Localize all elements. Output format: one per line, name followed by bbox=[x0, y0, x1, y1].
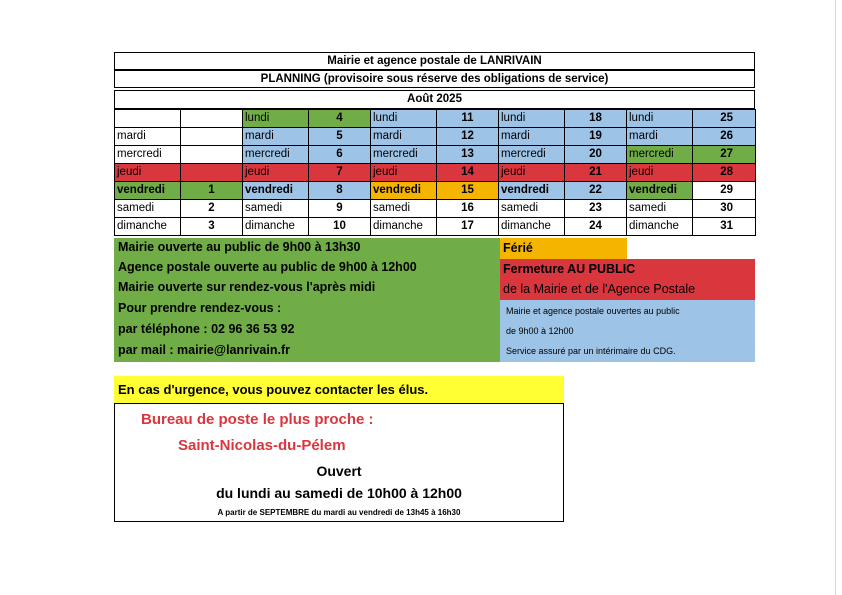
calendar-day-cell: mardi bbox=[627, 128, 693, 146]
calendar-day-cell: vendredi bbox=[371, 182, 437, 200]
calendar-date-cell: 20 bbox=[565, 146, 627, 164]
calendar-date-cell: 5 bbox=[309, 128, 371, 146]
calendar-day-cell: mardi bbox=[243, 128, 309, 146]
calendar-day-cell: samedi bbox=[243, 200, 309, 218]
calendar-day-cell: mardi bbox=[499, 128, 565, 146]
post-office-note: A partir de SEPTEMBRE du mardi au vendredi de 13h45 à 16h30 bbox=[217, 508, 461, 517]
calendar-day-cell: dimanche bbox=[499, 218, 565, 236]
calendar-date-cell: 13 bbox=[437, 146, 499, 164]
calendar-date-cell: 16 bbox=[437, 200, 499, 218]
calendar-row bbox=[115, 110, 756, 128]
calendar-day-cell: mercredi bbox=[371, 146, 437, 164]
legend-red-line-2: de la Mairie et de l'Agence Postale bbox=[503, 282, 696, 296]
calendar-date-cell: 19 bbox=[565, 128, 627, 146]
calendar-day-cell: lundi bbox=[243, 110, 309, 128]
calendar-day-cell: vendredi bbox=[499, 182, 565, 200]
legend-green-box bbox=[114, 238, 501, 362]
calendar-date-cell: 4 bbox=[309, 110, 371, 128]
calendar-day-cell bbox=[115, 110, 181, 128]
post-office-city: Saint-Nicolas-du-Pélem bbox=[178, 437, 346, 454]
page-edge-line bbox=[835, 0, 836, 595]
calendar-row bbox=[115, 146, 756, 164]
calendar-date-cell: 23 bbox=[565, 200, 627, 218]
calendar-day-cell: jeudi bbox=[627, 164, 693, 182]
calendar-date-cell: 21 bbox=[565, 164, 627, 182]
urgence-text: En cas d'urgence, vous pouvez contacter les élus. bbox=[118, 382, 429, 397]
calendar-day-cell: dimanche bbox=[371, 218, 437, 236]
calendar-day-cell: samedi bbox=[115, 200, 181, 218]
calendar-day-cell: mercredi bbox=[499, 146, 565, 164]
calendar-date-cell bbox=[181, 128, 243, 146]
calendar-date-cell: 28 bbox=[693, 164, 756, 182]
calendar-date-cell bbox=[181, 146, 243, 164]
calendar-date-cell bbox=[181, 164, 243, 182]
calendar-day-cell: mercredi bbox=[627, 146, 693, 164]
calendar-day-cell: jeudi bbox=[115, 164, 181, 182]
calendar-date-cell: 8 bbox=[309, 182, 371, 200]
calendar-date-cell: 14 bbox=[437, 164, 499, 182]
calendar-day-cell: lundi bbox=[371, 110, 437, 128]
calendar-row bbox=[115, 218, 756, 236]
legend-blue-line-2: de 9h00 à 12h00 bbox=[506, 326, 574, 336]
calendar-day-cell: mardi bbox=[371, 128, 437, 146]
calendar-date-cell: 22 bbox=[565, 182, 627, 200]
calendar-day-cell: lundi bbox=[499, 110, 565, 128]
legend-green-line-4: Pour prendre rendez-vous : bbox=[118, 301, 282, 315]
legend-blue-line-1: Mairie et agence postale ouvertes au public bbox=[506, 306, 680, 316]
calendar-date-cell: 25 bbox=[693, 110, 756, 128]
calendar-date-cell: 6 bbox=[309, 146, 371, 164]
month-bar: Août 2025 bbox=[114, 90, 755, 109]
legend-green-line-5: par téléphone : 02 96 36 53 92 bbox=[118, 322, 295, 336]
calendar-day-cell: jeudi bbox=[499, 164, 565, 182]
calendar-day-cell: mercredi bbox=[115, 146, 181, 164]
legend-red-line-1: Fermeture AU PUBLIC bbox=[503, 262, 636, 276]
calendar-date-cell: 24 bbox=[565, 218, 627, 236]
calendar-day-cell: samedi bbox=[371, 200, 437, 218]
legend-green-line-2: Agence postale ouverte au public de 9h00 à 12h00 bbox=[118, 260, 417, 274]
post-office-box bbox=[114, 403, 564, 522]
calendar-day-cell: jeudi bbox=[243, 164, 309, 182]
calendar-date-cell: 26 bbox=[693, 128, 756, 146]
calendar-day-cell: samedi bbox=[499, 200, 565, 218]
legend-ferie-box bbox=[500, 238, 627, 259]
calendar-date-cell: 1 bbox=[181, 182, 243, 200]
calendar-day-cell: vendredi bbox=[243, 182, 309, 200]
urgence-banner bbox=[114, 376, 564, 403]
legend-blue-box bbox=[500, 300, 755, 362]
calendar-day-cell: vendredi bbox=[115, 182, 181, 200]
calendar-date-cell: 10 bbox=[309, 218, 371, 236]
legend-ferie-label: Férié bbox=[503, 241, 533, 255]
calendar-date-cell: 17 bbox=[437, 218, 499, 236]
calendar-row bbox=[115, 182, 756, 200]
calendar-day-cell: lundi bbox=[627, 110, 693, 128]
calendar-day-cell: mercredi bbox=[243, 146, 309, 164]
calendar-day-cell: vendredi bbox=[627, 182, 693, 200]
calendar-date-cell: 31 bbox=[693, 218, 756, 236]
calendar-day-cell: dimanche bbox=[243, 218, 309, 236]
legend-green-line-1: Mairie ouverte au public de 9h00 à 13h30 bbox=[118, 240, 361, 254]
calendar-date-cell: 2 bbox=[181, 200, 243, 218]
post-office-open: Ouvert bbox=[316, 463, 362, 479]
planning-bar: PLANNING (provisoire sous réserve des obligations de service) bbox=[114, 70, 755, 88]
calendar-date-cell: 12 bbox=[437, 128, 499, 146]
calendar-grid bbox=[114, 109, 756, 236]
calendar-date-cell: 27 bbox=[693, 146, 756, 164]
calendar-date-cell: 11 bbox=[437, 110, 499, 128]
title-bar: Mairie et agence postale de LANRIVAIN bbox=[114, 52, 755, 70]
calendar-day-cell: mardi bbox=[115, 128, 181, 146]
calendar-date-cell: 3 bbox=[181, 218, 243, 236]
calendar-date-cell: 7 bbox=[309, 164, 371, 182]
post-office-hours: du lundi au samedi de 10h00 à 12h00 bbox=[216, 485, 462, 501]
calendar-date-cell bbox=[181, 110, 243, 128]
calendar-date-cell: 30 bbox=[693, 200, 756, 218]
calendar-date-cell: 29 bbox=[693, 182, 756, 200]
calendar-day-cell: samedi bbox=[627, 200, 693, 218]
legend-red-box bbox=[500, 259, 755, 300]
calendar-date-cell: 9 bbox=[309, 200, 371, 218]
legend-blue-line-3: Service assuré par un intérimaire du CDG. bbox=[506, 346, 676, 356]
calendar-day-cell: dimanche bbox=[115, 218, 181, 236]
legend-green-line-3: Mairie ouverte sur rendez-vous l'après midi bbox=[118, 280, 376, 294]
calendar-row bbox=[115, 200, 756, 218]
calendar-row bbox=[115, 128, 756, 146]
calendar-day-cell: jeudi bbox=[371, 164, 437, 182]
post-office-title: Bureau de poste le plus proche : bbox=[141, 411, 374, 428]
calendar-day-cell: dimanche bbox=[627, 218, 693, 236]
calendar-row bbox=[115, 164, 756, 182]
calendar-date-cell: 15 bbox=[437, 182, 499, 200]
legend-green-line-6: par mail : mairie@lanrivain.fr bbox=[118, 343, 290, 357]
calendar-date-cell: 18 bbox=[565, 110, 627, 128]
